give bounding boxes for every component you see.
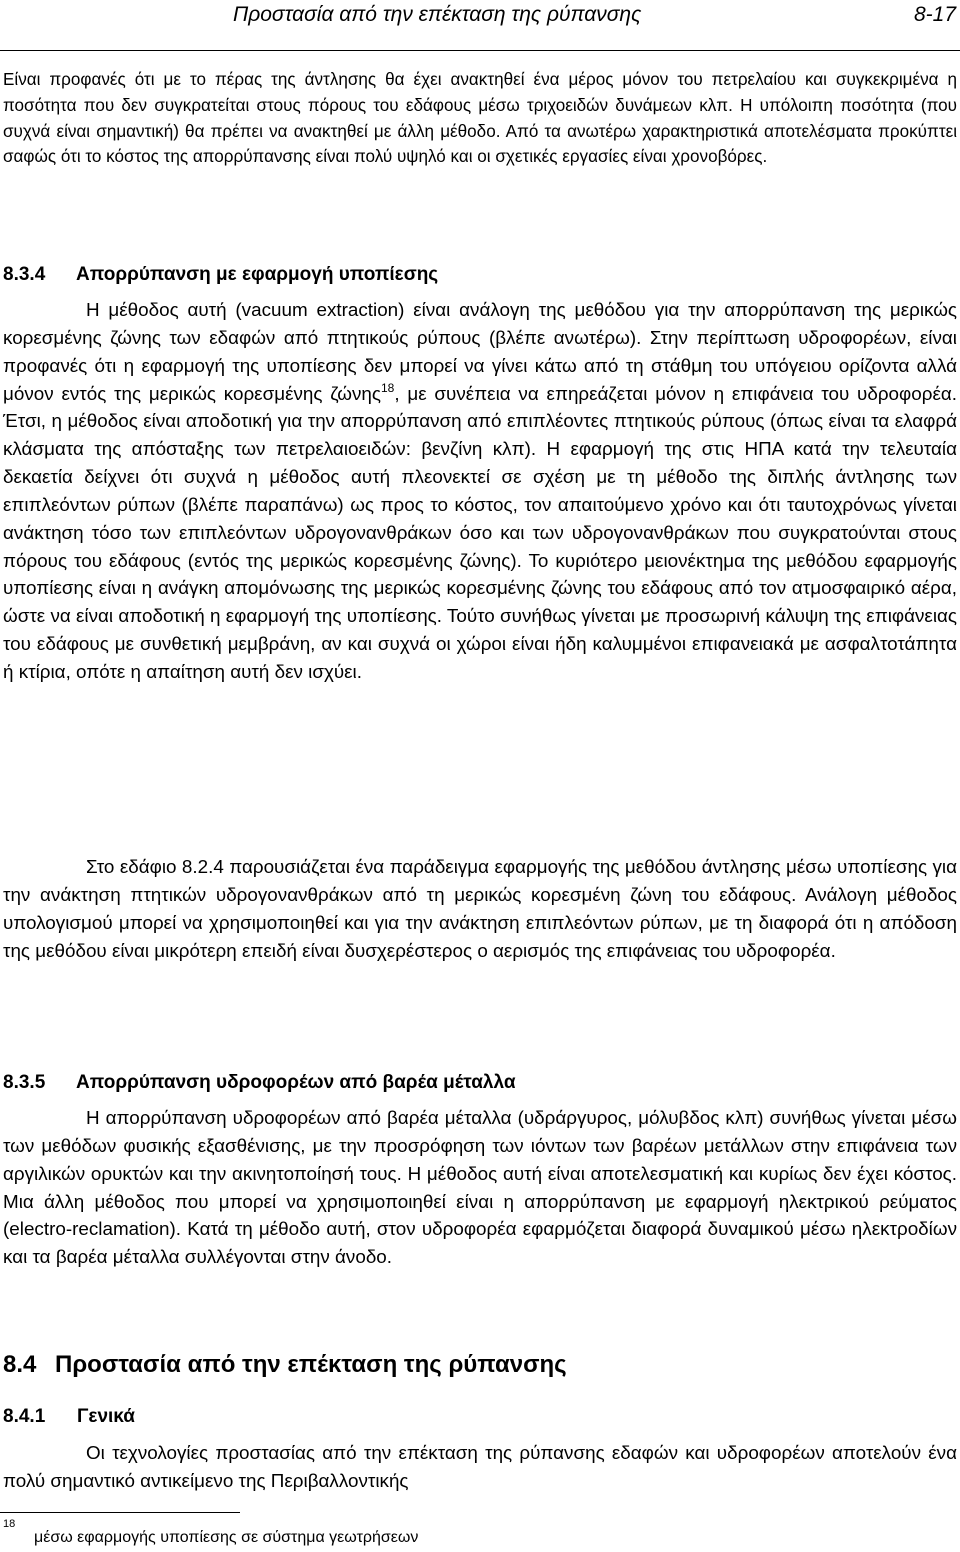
intro-paragraph: Είναι προφανές ότι με το πέρας της άντλησης θα έχει ανακτηθεί ένα μέρος μόνον του πετρελαίου και συγκεκριμένα η ποσότητα που δεν συγκρατείται στους πόρους του εδάφους μέσω τριχοειδών δυνάμεων κλπ. Η υπόλοιπη ποσότητα (που συχνά είναι σημαντική) θα πρέπει να ανακτηθεί με άλλη μέθοδο. Από τα ανωτέρω χαρακτηριστικά αποτελέσματα προκύπτει σαφώς ότι το κόστος της απορρύπανσης είναι πολύ υψηλό και οι σχετικές εργασίες είναι χρονοβόρες. [3, 70, 957, 167]
section-heading-8-4 [3, 1349, 567, 1381]
section-number: 8.4.1 [3, 1406, 46, 1427]
section-title: Απορρύπανση υδροφορέων από βαρέα μέταλλα [76, 1072, 516, 1093]
section-number: 8.4 [3, 1351, 37, 1378]
section-title: Προστασία από την επέκταση της ρύπανσης [55, 1351, 567, 1378]
section-8-3-5-paragraph: Η απορρύπανση υδροφορέων από βαρέα μέταλλα (υδράργυρος, μόλυβδος κλπ) συνήθως γίνεται μέσω των μεθόδων φυσικής εξασθένισης, με την προσρόφηση των ιόντων των βαρέων μετάλλων στην επιφάνεια των αργιλικών ορυκτών και την ακινητοποίησή τους. Η μέθοδος αυτή είναι αποτελεσματική και κυρίως δεν έχει κόστος. Μια άλλη μέθοδος που μπορεί να χρησιμοποιηθεί είναι η απορρύπανση με εφαρμογή ηλεκτρικού ρεύματος (electro-reclamation). Κατά τη μέθοδο αυτή, στον υδροφορέα εφαρμόζεται διαφορά δυναμικού μέσω ηλεκτροδίων και τα βαρέα μέταλλα συλλέγονται στην άνοδο. [3, 1107, 957, 1268]
running-header-title: Προστασία από την επέκταση της ρύπανσης [233, 3, 642, 26]
section-title: Γενικά [77, 1406, 135, 1427]
page-number: 8-17 [913, 3, 956, 26]
paragraph-text: Η μέθοδος αυτή (vacuum extraction) είναι ανάλογη της μεθόδου για την απορρύπανση της μερικώς κορεσμένης ζώνης των εδαφών από πτητικούς ρύπους (βλέπε ανωτέρω). Στην περίπτωση υδροφορέων, είναι προφανές ότι η εφαρμογή της υποπίεσης δεν μπορεί να γίνει κάτω από τη στάθμη του υπόγειου ορίζοντα αλλά μόνον εντός της μερικώς κορεσμένης ζώνης [3, 299, 957, 404]
footnote-text: μέσω εφαρμογής υποπίεσης σε σύστημα γεωτρήσεων [34, 1529, 419, 1546]
section-heading-8-3-5 [3, 1069, 516, 1097]
section-8-4-1-paragraph: Οι τεχνολογίες προστασίας από την επέκταση της ρύπανσης εδαφών και υδροφορέων αποτελούν ένα πολύ σημαντικό αντικείμενο της Περιβαλλοντικής [3, 1442, 957, 1491]
section-heading-8-4-1 [3, 1403, 135, 1431]
section-number: 8.3.4 [3, 264, 46, 285]
footnote [3, 1516, 418, 1552]
paragraph-text: , με συνέπεια να επηρεάζεται μόνον η επιφάνεια του υδροφορέα. Έτσι, η μέθοδος είναι αποδοτική για την απορρύπανση από επιπλέοντες πτητικούς ρύπους (όπως είναι τα ελαφρά κλάσματα της απόσταξης των πετρελαιοειδών: βενζίνη κλπ). Η εφαρμογή της στις ΗΠΑ κατά την τελευταία δεκαετία δείχνει ότι συχνά η μέθοδος αυτή πλεονεκτεί σε σχέση με τη μέθοδο της διπλής άντλησης των επιπλεόντων ρύπων (βλέπε παραπάνω) ως προς το κόστος, τον απαιτούμενο χρόνο και ότι ταυτοχρόνως γίνεται ανάκτηση τόσο των επιπλεόντων υδρογονανθράκων όσο και των υδρογονανθράκων που συγκρατούνται στους πόρους του εδάφους (εντός της μερικώς κορεσμένης ζώνης). Το κυριότερο μειονέκτημα της μεθόδου εφαρμογής υποπίεσης είναι η ανάγκη απομόνωσης της μερικώς κορεσμένης ζώνης του εδάφους από τον ατμοσφαιρικό αέρα, ώστε να είναι αποδοτική η εφαρμογή της υποπίεσης. Τούτο συνήθως γίνεται με προσωρινή κάλυψη της επιφάνειας του εδάφους με συνθετική μεμβράνη, αν και συχνά οι χώροι είναι ήδη καλυμμένοι επιφανειακά με ασφαλτοτάπητα ή κτίρια, οπότε η απαίτηση αυτή δεν ισχύει. [3, 382, 957, 682]
section-heading-8-3-4 [3, 261, 438, 289]
footnote-mark: 18 [3, 1518, 16, 1530]
section-title: Απορρύπανση με εφαρμογή υποπίεσης [76, 264, 439, 285]
page-header [0, 0, 960, 51]
section-number: 8.3.5 [3, 1072, 46, 1093]
section-8-3-4-paragraph-2: Στο εδάφιο 8.2.4 παρουσιάζεται ένα παράδειγμα εφαρμογής της μεθόδου άντλησης μέσω υποπίεσης για την ανάκτηση πτητικών υδρογονανθράκων από τη μερικώς κορεσμένη ζώνη του εδάφους. Ανάλογη μέθοδος υπολογισμού μπορεί να χρησιμοποιηθεί και για την ανάκτηση επιπλεόντων ρύπων, με τη διαφορά ότι η απόδοση της μεθόδου είναι μικρότερη επειδή είναι δυσχερέστερος ο αερισμός της επιφάνειας του υδροφορέα. [3, 856, 957, 961]
footnote-separator [0, 1512, 240, 1513]
section-8-3-4-paragraph-1 [3, 296, 957, 686]
footnote-reference[interactable]: 18 [380, 380, 395, 395]
